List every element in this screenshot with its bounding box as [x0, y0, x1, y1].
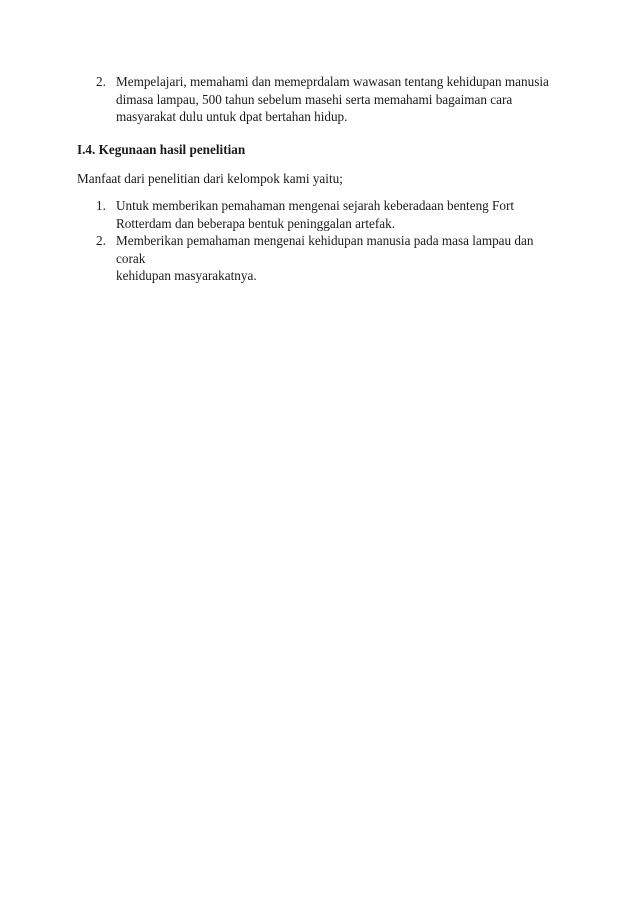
- list-item: [96, 232, 566, 285]
- list-item-number: 2.: [96, 74, 106, 89]
- list-item: [96, 73, 566, 126]
- list-item-text: Untuk memberikan pemahaman mengenai sejarah keberadaan benteng Fort Rotterdam dan beberapa bentuk peninggalan artefak.: [116, 198, 515, 231]
- list-item-number: 2.: [96, 233, 106, 248]
- intro-paragraph: Manfaat dari penelitian dari kelompok kami yaitu;: [77, 171, 343, 186]
- objectives-list-continued: [96, 73, 566, 126]
- benefits-list: [96, 197, 566, 285]
- list-item-text: Memberikan pemahaman mengenai kehidupan manusia pada masa lampau dan corak kehidupan masyarakatnya.: [116, 233, 534, 283]
- list-item-text: Mempelajari, memahami dan memeprdalam wawasan tentang kehidupan manusia dimasa lampau, 500 tahun sebelum masehi serta memahami bagaiman cara masyarakat dulu untuk dpat bertahan hidup.: [116, 74, 549, 124]
- section-heading: I.4. Kegunaan hasil penelitian: [77, 142, 246, 157]
- list-item: [96, 197, 566, 232]
- list-item-number: 1.: [96, 198, 106, 213]
